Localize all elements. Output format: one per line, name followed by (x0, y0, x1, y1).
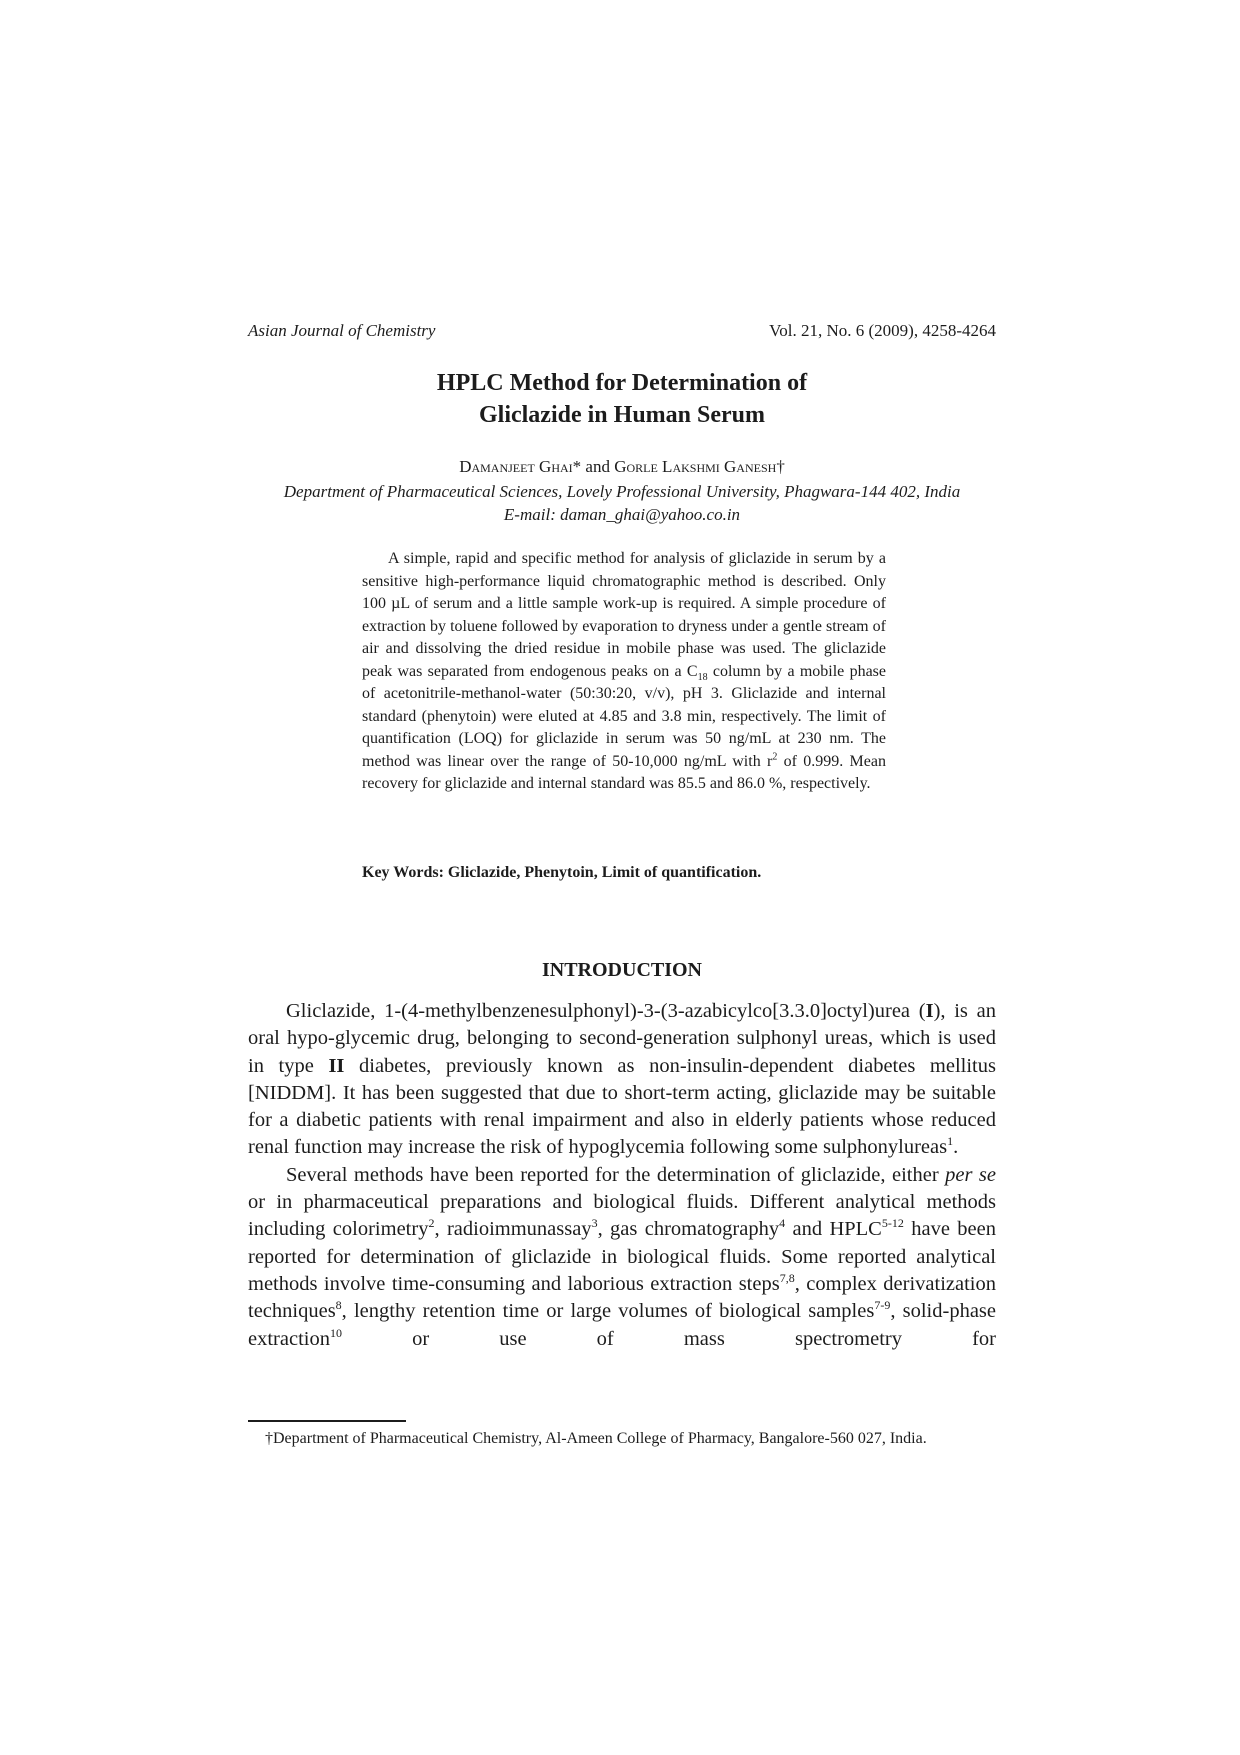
abstract (362, 548, 886, 796)
diabetes-type: II (328, 1054, 345, 1077)
title-line-1: HPLC Method for Determination of (436, 370, 808, 396)
r2-superscript: 2 (772, 751, 778, 763)
author-2-mark: † (776, 457, 785, 476)
text-run: diabetes, previously known as non-insulin-dependent diabetes mellitus [NIDDM]. It has been suggested that due to short-term acting, gliclazide may be suitable for a diabetic patients with renal impairment and also in elderly patients whose reduced renal function may increase the risk of hypoglycemia following some sulphonylureas (248, 1054, 996, 1159)
citation-ref: 3 (591, 1216, 598, 1231)
author-1-mark: * (572, 457, 582, 476)
intro-paragraph-1 (248, 998, 996, 1162)
text-run: ), is an oral hypo-glycemic drug, belonging to second-generation sulphonyl ureas, which is used in type (248, 1000, 996, 1077)
footnote-text: †Department of Pharmaceutical Chemistry, Al-Ameen College of Pharmacy, Bangalore-560 027, India. (265, 1430, 927, 1447)
section-heading-introduction: INTRODUCTION (541, 959, 703, 981)
abstract-text-2: column by a mobile phase of acetonitrile-methanol-water (50:30:20, v/v), pH 3. Gliclazide and internal standard (phenytoin) were eluted at 4.85 and 3.8 min, respectively. The limit of quantification (LOQ) for gliclazide in serum was 50 ng/mL at 230 nm. The method was linear over the range of 50-10,000 ng/mL with r (362, 662, 886, 770)
text-run: , radioimmunassay (434, 1218, 592, 1241)
author-list (248, 455, 996, 478)
text-run: have been reported for determination of gliclazide in biological fluids. Some reported analytical methods involve time-consuming and laborious extraction steps (248, 1218, 996, 1295)
footnote-rule (248, 1420, 406, 1422)
footnote (248, 1428, 996, 1450)
text-run: or use of mass spectrometry for (341, 1327, 996, 1350)
text-run: Several methods have been reported for the determination of gliclazide, either (286, 1163, 946, 1186)
citation-ref: 7,8 (779, 1271, 795, 1286)
text-run: , solid-phase extraction (248, 1300, 996, 1350)
keywords: Key Words: Gliclazide, Phenytoin, Limit of quantification. (362, 864, 762, 881)
intro-paragraph-2 (248, 1162, 996, 1353)
text-run: Gliclazide, 1-(4-methylbenzenesulphonyl)-3-(3-azabicylco[3.3.0]octyl)urea ( (286, 1000, 926, 1022)
abstract-text-1: A simple, rapid and specific method for analysis of gliclazide in serum by a sensitive high-performance liquid chromatographic method is described. Only 100 µL of serum and a little sample work-up is required. A simple procedure of extraction by toluene followed by evaporation to dryness under a gentle stream of air and dissolving the dried residue in mobile phase was used. The gliclazide peak was separated from endogenous peaks on a (362, 550, 886, 680)
citation-ref: 4 (779, 1216, 786, 1231)
text-run: , complex derivatization techniques (248, 1272, 996, 1323)
text-run: , lengthy retention time or large volumes of biological samples (341, 1300, 875, 1323)
citation-ref: 8 (335, 1298, 342, 1313)
citation-ref: 7-9 (874, 1298, 891, 1313)
text-run: and HPLC (785, 1218, 882, 1241)
author-conjunction: and (581, 457, 615, 476)
citation-ref: 5-12 (881, 1216, 904, 1231)
article-title (248, 367, 996, 431)
author-2: Gorle Lakshmi Ganesh (614, 457, 777, 476)
journal-name: Asian Journal of Chemistry (248, 321, 436, 340)
volume-info: Vol. 21, No. 6 (2009), 4258-4264 (769, 321, 996, 340)
italic-term: per se (945, 1163, 996, 1186)
compound-label: I (925, 1000, 934, 1022)
affiliation: Department of Pharmaceutical Sciences, Lovely Professional University, Phagwara-144 402, India (283, 482, 961, 501)
abstract-text-3: of 0.999. Mean recovery for gliclazide and internal standard was 85.5 and 86.0 %, respectively. (362, 752, 886, 792)
citation-ref: 1 (947, 1134, 954, 1149)
abstract-paragraph (362, 548, 886, 796)
author-email: E-mail: daman_ghai@yahoo.co.in (503, 505, 741, 524)
text-run: , gas chromatography (597, 1218, 780, 1241)
author-1: Damanjeet Ghai (459, 457, 573, 476)
c18-subscript: 18 (697, 671, 708, 683)
introduction-body (248, 998, 996, 1353)
text-run: . (953, 1136, 959, 1159)
c18-base: C (686, 662, 698, 680)
title-line-2: Gliclazide in Human Serum (478, 402, 765, 428)
citation-ref: 2 (428, 1216, 435, 1231)
citation-ref: 10 (329, 1325, 342, 1340)
text-run: or in pharmaceutical preparations and biological fluids. Different analytical methods including colorimetry (248, 1191, 996, 1241)
